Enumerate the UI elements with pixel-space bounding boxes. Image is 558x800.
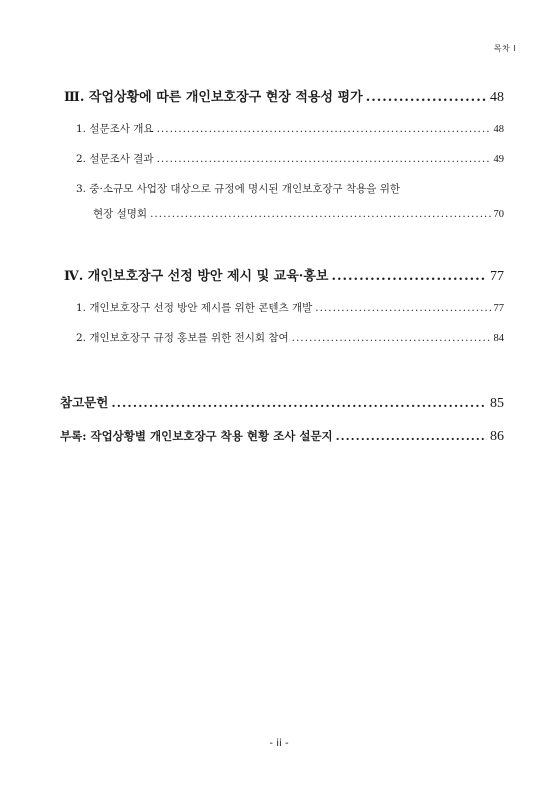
leader-dots — [150, 208, 490, 220]
toc-item-label: 1. 설문조사 개요 — [76, 123, 154, 135]
leader-dots — [111, 395, 487, 410]
leader-dots — [157, 153, 491, 165]
toc-references[interactable] — [60, 393, 504, 412]
leader-dots — [292, 332, 491, 344]
leader-dots — [315, 302, 490, 314]
toc-section-4-label: Ⅳ. 개인보호장구 선정 방안 제시 및 교육·홍보 — [64, 269, 329, 284]
toc-item-exhibition[interactable] — [76, 330, 504, 345]
toc-item-page: 48 — [493, 124, 504, 135]
toc-item-page: 70 — [493, 209, 504, 220]
toc-item-page: 49 — [493, 154, 504, 165]
toc-item-field-briefing[interactable] — [93, 206, 504, 221]
toc-item-survey-overview[interactable] — [76, 121, 504, 136]
toc-appendix-entry[interactable] — [60, 428, 504, 445]
toc-section-4[interactable] — [64, 265, 504, 285]
toc-item-content-development[interactable] — [76, 300, 504, 315]
leader-dots — [157, 123, 491, 135]
toc-section-3[interactable] — [64, 86, 504, 106]
toc-section-4-page: 77 — [490, 269, 504, 284]
toc-section-3-label: Ⅲ. 작업상황에 따른 개인보호장구 현장 적용성 평가 — [64, 90, 363, 105]
leader-dots — [336, 429, 487, 443]
toc-item-label: 2. 개인보호장구 규정 홍보를 위한 전시회 참여 — [76, 332, 289, 344]
toc-item-page: 84 — [493, 333, 504, 344]
toc-references-label: 참고문헌 — [60, 395, 109, 410]
toc-item-label: 1. 개인보호장구 선정 방안 제시를 위한 콘텐츠 개발 — [76, 302, 313, 314]
header-label: 목차 l — [493, 44, 516, 53]
leader-dots — [331, 269, 487, 284]
toc-item-label: 2. 설문조사 결과 — [76, 153, 154, 165]
toc-appendix-page: 86 — [490, 429, 504, 444]
toc-item-field-briefing-line1[interactable]: 3. 중·소규모 사업장 대상으로 규정에 명시된 개인보호장구 착용을 위한 — [76, 183, 401, 195]
toc-references-page: 85 — [490, 396, 504, 411]
toc-item-page: 77 — [493, 303, 504, 314]
page-number: - ii - — [269, 738, 289, 749]
toc-item-label: 현장 설명회 — [93, 208, 148, 220]
leader-dots — [366, 90, 487, 105]
toc-section-3-page: 48 — [490, 90, 504, 105]
toc-appendix-label: 부록: 작업상황별 개인보호장구 착용 현황 조사 설문지 — [60, 429, 333, 443]
toc-item-survey-results[interactable] — [76, 151, 504, 166]
